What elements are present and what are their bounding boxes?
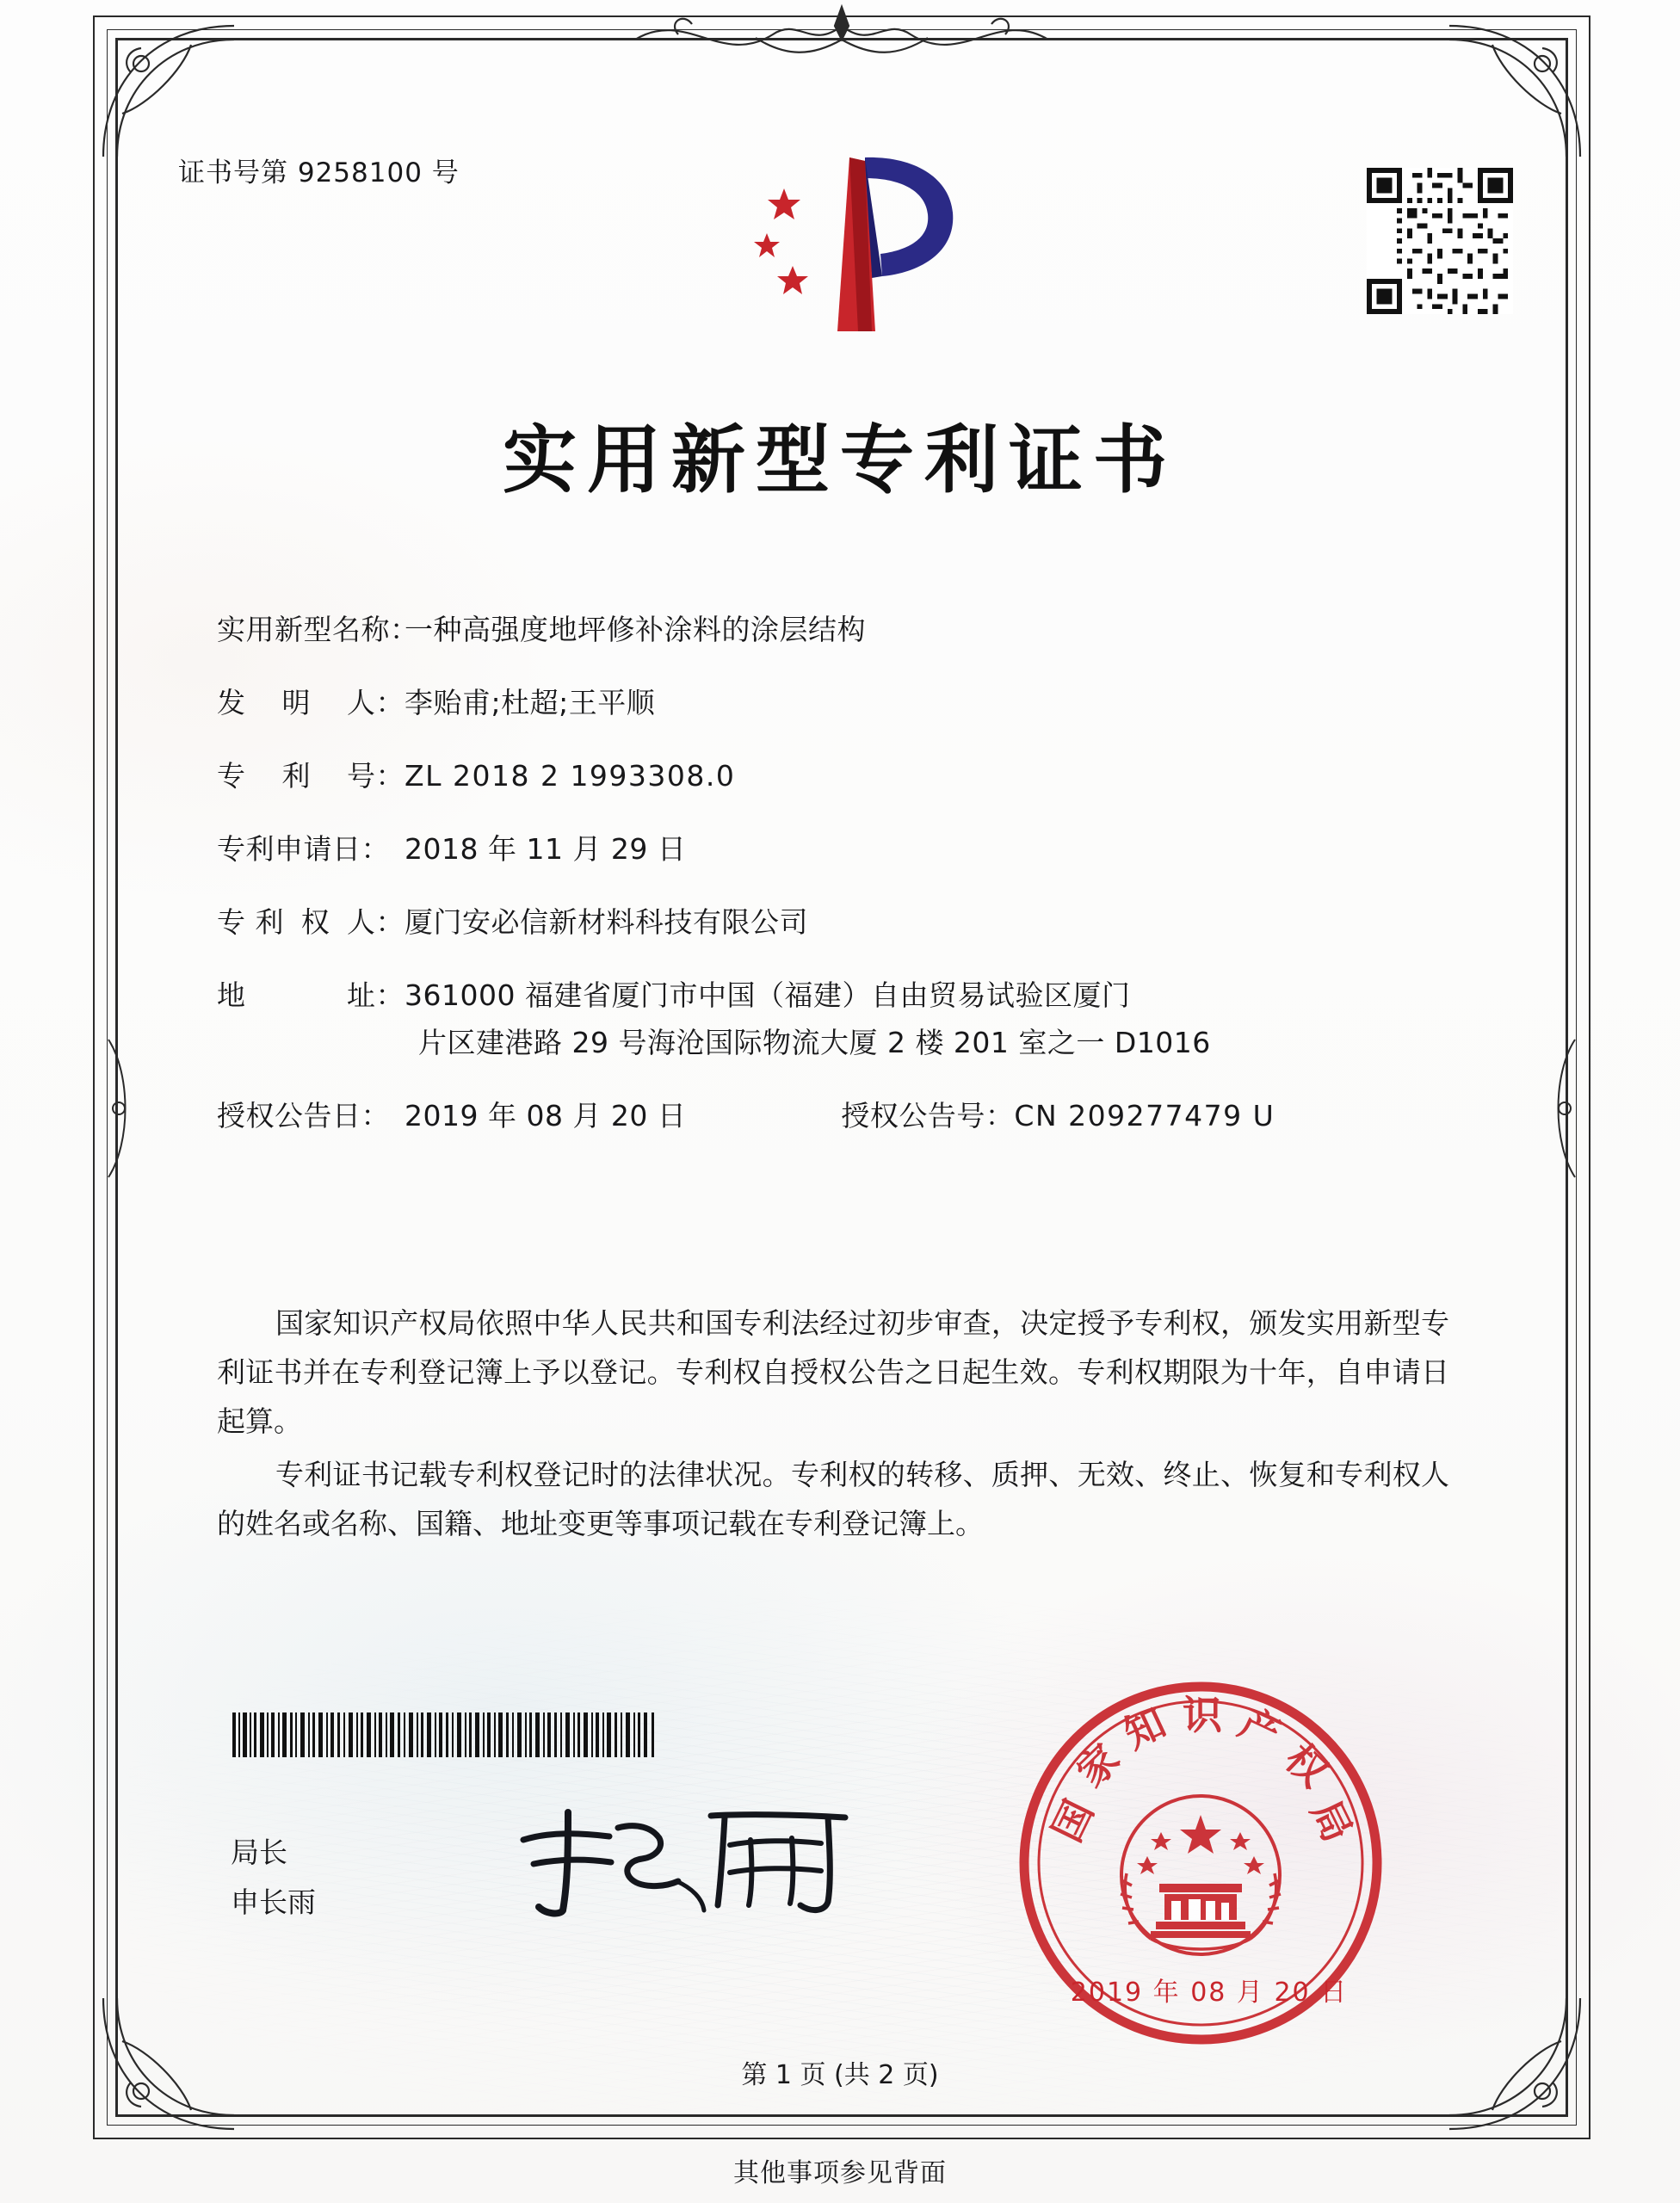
- value-grant-number: CN 209277479 U: [1014, 1099, 1275, 1132]
- field-list: [217, 615, 1439, 1175]
- field-grant-announcement: [217, 1099, 1439, 1132]
- value-inventor: 李贻甫;杜超;王平顺: [405, 686, 656, 719]
- svg-text:家: 家: [1067, 1735, 1129, 1796]
- label-utility-model-name: 实用新型名称：: [217, 613, 419, 646]
- field-inventor: [217, 688, 1439, 717]
- qr-code: [1367, 168, 1513, 314]
- label-patentee-char-2: 权: [300, 905, 330, 939]
- label-inventor: [217, 688, 405, 717]
- label-address-char-2: 址：: [347, 978, 405, 1012]
- paragraph-2: 专利证书记载专利权登记时的法律状况。专利权的转移、质押、无效、终止、恢复和专利权人的姓名或名称、国籍、地址变更等事项记载在专利登记簿上。: [217, 1458, 1449, 1540]
- value-grant-announcement: [405, 1099, 1439, 1132]
- ip-logo: [736, 151, 994, 336]
- value-patent-number: ZL 2018 2 1993308.0: [405, 759, 736, 793]
- page-title: 实用新型专利证书: [503, 417, 1177, 503]
- svg-text:权: 权: [1275, 1735, 1337, 1796]
- field-patentee: [217, 905, 1439, 939]
- svg-text:国: 国: [1043, 1793, 1102, 1849]
- label-inventor-char-3: 人：: [347, 686, 405, 719]
- field-patent-number: [217, 759, 1439, 793]
- label-application-date: 专利申请日：: [217, 832, 390, 866]
- label-patent-number: [217, 759, 405, 793]
- label-grant-number: 授权公告号：: [841, 1099, 1015, 1132]
- label-patent-number-char-3: 号：: [347, 759, 405, 793]
- footer-note: 其他事项参见背面: [733, 2158, 947, 2188]
- barcode: [231, 1712, 661, 1757]
- certificate-number: 证书号第 9258100 号: [178, 157, 460, 188]
- signature-handwriting: [508, 1799, 869, 1919]
- label-grant-date: 授权公告日：: [217, 1099, 390, 1132]
- value-address-line-1: 361000 福建省厦门市中国（福建）自由贸易试验区厦门: [405, 978, 1131, 1012]
- label-inventor-char-2: 明: [281, 686, 311, 719]
- svg-text:识: 识: [1183, 1692, 1222, 1738]
- label-patent-number-char-1: 专: [217, 759, 246, 793]
- label-inventor-char-1: 发: [217, 686, 246, 719]
- seal-date: 2019 年 08 月 20 日: [1070, 1978, 1349, 2008]
- paragraph-1: 国家知识产权局依照中华人民共和国专利法经过初步审查，决定授予专利权，颁发实用新型专利证书并在专利登记簿上予以登记。专利权自授权公告之日起生效。专利权期限为十年，自申请日起算。: [217, 1306, 1449, 1438]
- value-application-date: 2018 年 11 月 29 日: [405, 832, 687, 866]
- signature-role: 局长: [231, 1836, 287, 1869]
- label-address: [217, 978, 405, 1012]
- value-utility-model-name: 一种高强度地坪修补涂料的涂层结构: [405, 613, 866, 646]
- svg-text:局: 局: [1302, 1793, 1362, 1849]
- signature-block: [231, 1828, 316, 1928]
- value-patentee: 厦门安必信新材料科技有限公司: [405, 905, 808, 939]
- label-patentee-char-3: 人：: [347, 905, 405, 939]
- label-patentee: [217, 905, 405, 939]
- value-address-line-2: 片区建港路 29 号海沧国际物流大厦 2 楼 201 室之一 D1016: [418, 1026, 1211, 1059]
- field-address: [217, 978, 1439, 1059]
- label-address-char-1: 地: [217, 978, 246, 1012]
- field-utility-model-name: [217, 615, 1439, 644]
- signature-name: 申长雨: [231, 1885, 316, 1919]
- label-patentee-char-1: 专 利: [217, 905, 284, 939]
- svg-text:产: 产: [1232, 1699, 1288, 1758]
- body-text: [217, 1299, 1449, 1554]
- field-application-date: [217, 832, 1439, 866]
- label-patent-number-char-2: 利: [281, 759, 311, 793]
- svg-text:知: 知: [1116, 1699, 1173, 1758]
- value-address: [405, 978, 1439, 1059]
- value-grant-date: 2019 年 08 月 20 日: [405, 1099, 687, 1132]
- page-indicator: 第 1 页 (共 2 页): [741, 2060, 939, 2090]
